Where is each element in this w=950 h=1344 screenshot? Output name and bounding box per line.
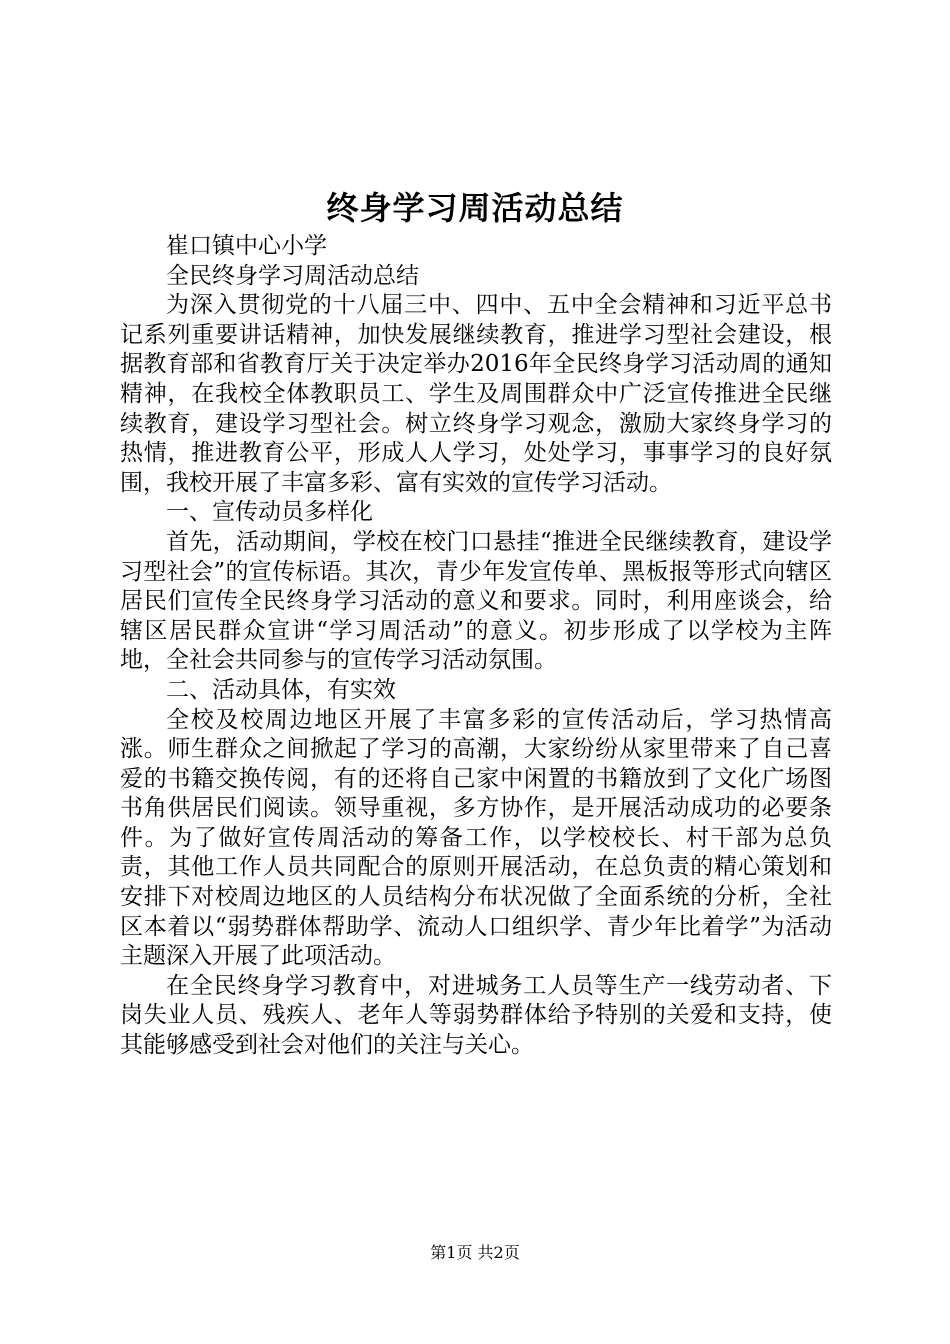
section-heading: 二、活动具体，有实效 xyxy=(166,676,396,703)
page-number: 第1页 共2页 xyxy=(430,1243,520,1262)
body-paragraph: 全校及校周边地区开展了丰富多彩的宣传活动后，学习热情高涨。师生群众之间掀起了学习的高潮，大家纷纷从家里带来了自己喜爱的书籍交换传阅，有的还将自己家中闲置的书籍放到了文化广场图书角供居民们阅读。领导重视，多方协作，是开展活动成功的必要条件。为了做好宣传周活动的筹备工作，以学校校长、村干部为总负责，其他工作人员共同配合的原则开展活动，在总负责的精心策划和安排下对校周边地区的人员结构分布状况做了全面系统的分析，全社区本着以“弱势群体帮助学、流动人口组织学、青少年比着学”为活动主题深入开展了此项活动。 xyxy=(120,706,832,970)
body-paragraph: 为深入贯彻党的十八届三中、四中、五中全会精神和习近平总书记系列重要讲话精神，加快发展继续教育，推进学习型社会建设，根据教育部和省教育厅关于决定举办2016年全民终身学习活动周的通知精神，在我校全体教职员工、学生及周围群众中广泛宣传推进全民继续教育，建设学习型社会。树立终身学习观念，激励大家终身学习的热情，推进教育公平，形成人人学习，处处学习，事事学习的良好氛围，我校开展了丰富多彩、富有实效的宣传学习活动。 xyxy=(120,292,832,496)
body-paragraph: 在全民终身学习教育中，对进城务工人员等生产一线劳动者、下岗失业人员、残疾人、老年人等弱势群体给予特别的关爱和支持，使其能够感受到社会对他们的关注与关心。 xyxy=(120,972,832,1059)
document-body xyxy=(120,232,832,1061)
section-heading: 一、宣传动员多样化 xyxy=(166,499,373,526)
document-subtitle: 全民终身学习周活动总结 xyxy=(166,262,419,289)
school-name: 崔口镇中心小学 xyxy=(166,233,327,259)
body-paragraph: 首先，活动期间，学校在校门口悬挂“推进全民继续教育，建设学习型社会”的宣传标语。其次，青少年发宣传单、黑板报等形式向辖区居民们宣传全民终身学习活动的意义和要求。同时，利用座谈会，给辖区居民群众宣讲“学习周活动”的意义。初步形成了以学校为主阵地，全社会共同参与的宣传学习活动氛围。 xyxy=(120,528,832,674)
document-title: 终身学习周活动总结 xyxy=(326,189,624,227)
